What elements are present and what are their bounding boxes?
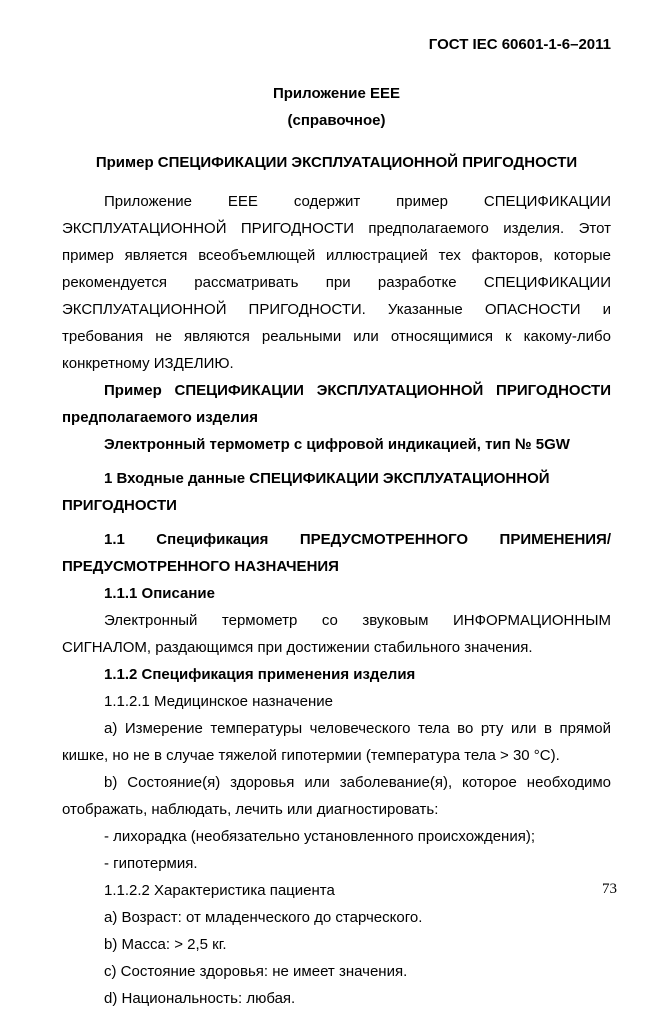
section-1-1-2-2-heading: 1.1.2.2 Характеристика пациента: [104, 882, 335, 899]
device-heading: Электронный термометр с цифровой индикацией, тип № 5GW: [104, 436, 570, 453]
patient-characteristic-item: a) Возраст: от младенческого до старческого.: [104, 909, 423, 926]
annex-heading: Пример СПЕЦИФИКАЦИИ ЭКСПЛУАТАЦИОННОЙ ПРИГОДНОСТИ: [95, 154, 578, 171]
section-1-1-2-heading: 1.1.2 Спецификация применения изделия: [104, 666, 416, 683]
medical-purpose-item: a) Измерение температуры человеческого тела во рту или в прямой кишке, но не в случае тяжелой гипотермии (температура тела > 30 °С).: [62, 720, 611, 764]
condition-bullet: - лихорадка (необязательно установленного происхождения);: [104, 828, 536, 845]
page-number: 73: [602, 881, 617, 897]
page-header: [62, 36, 611, 54]
example-heading: Пример СПЕЦИФИКАЦИИ ЭКСПЛУАТАЦИОННОЙ ПРИГОДНОСТИ предполагаемого изделия: [62, 382, 611, 426]
section-1-1-1-heading: 1.1.1 Описание: [104, 585, 215, 602]
section-1-1-heading: 1.1 Спецификация ПРЕДУСМОТРЕННОГО ПРИМЕНЕНИЯ/ПРЕДУСМОТРЕННОГО НАЗНАЧЕНИЯ: [62, 531, 611, 575]
section-1-1-2-1-heading: 1.1.2.1 Медицинское назначение: [104, 693, 333, 710]
section-1-1-1-text: Электронный термометр со звуковым ИНФОРМАЦИОННЫМ СИГНАЛОМ, раздающимся при достижении стабильного значения.: [62, 612, 611, 656]
standard-reference: ГОСТ IEC 60601-1-6–2011: [428, 36, 611, 53]
intro-paragraph: Приложение ЕЕЕ содержит пример СПЕЦИФИКАЦИИ ЭКСПЛУАТАЦИОННОЙ ПРИГОДНОСТИ предполагаемого изделия. Этот пример является всеобъемлющей иллюстрацией тех факторов, которые рекомендуется рассматривать при разработке СПЕЦИФИКАЦИИ ЭКСПЛУАТАЦИОННОЙ ПРИГОДНОСТИ. Указанные ОПАСНОСТИ и требования не являются реальными или относящимися к какому-либо конкретному ИЗДЕЛИЮ.: [62, 193, 611, 372]
patient-characteristic-item: c) Состояние здоровья: не имеет значения.: [104, 963, 408, 980]
annex-title: Приложение ЕЕЕ: [272, 85, 401, 102]
patient-characteristic-item: b) Масса: > 2,5 кг.: [104, 936, 227, 953]
patient-characteristic-item: d) Национальность: любая.: [104, 990, 296, 1007]
medical-purpose-item: b) Состояние(я) здоровья или заболевание(я), которое необходимо отображать, наблюдать, лечить или диагностировать:: [62, 774, 611, 818]
section-1-heading: 1 Входные данные СПЕЦИФИКАЦИИ ЭКСПЛУАТАЦИОННОЙ ПРИГОДНОСТИ: [62, 470, 550, 514]
annex-subtitle: (справочное): [287, 112, 386, 129]
condition-bullet: - гипотермия.: [104, 855, 198, 872]
